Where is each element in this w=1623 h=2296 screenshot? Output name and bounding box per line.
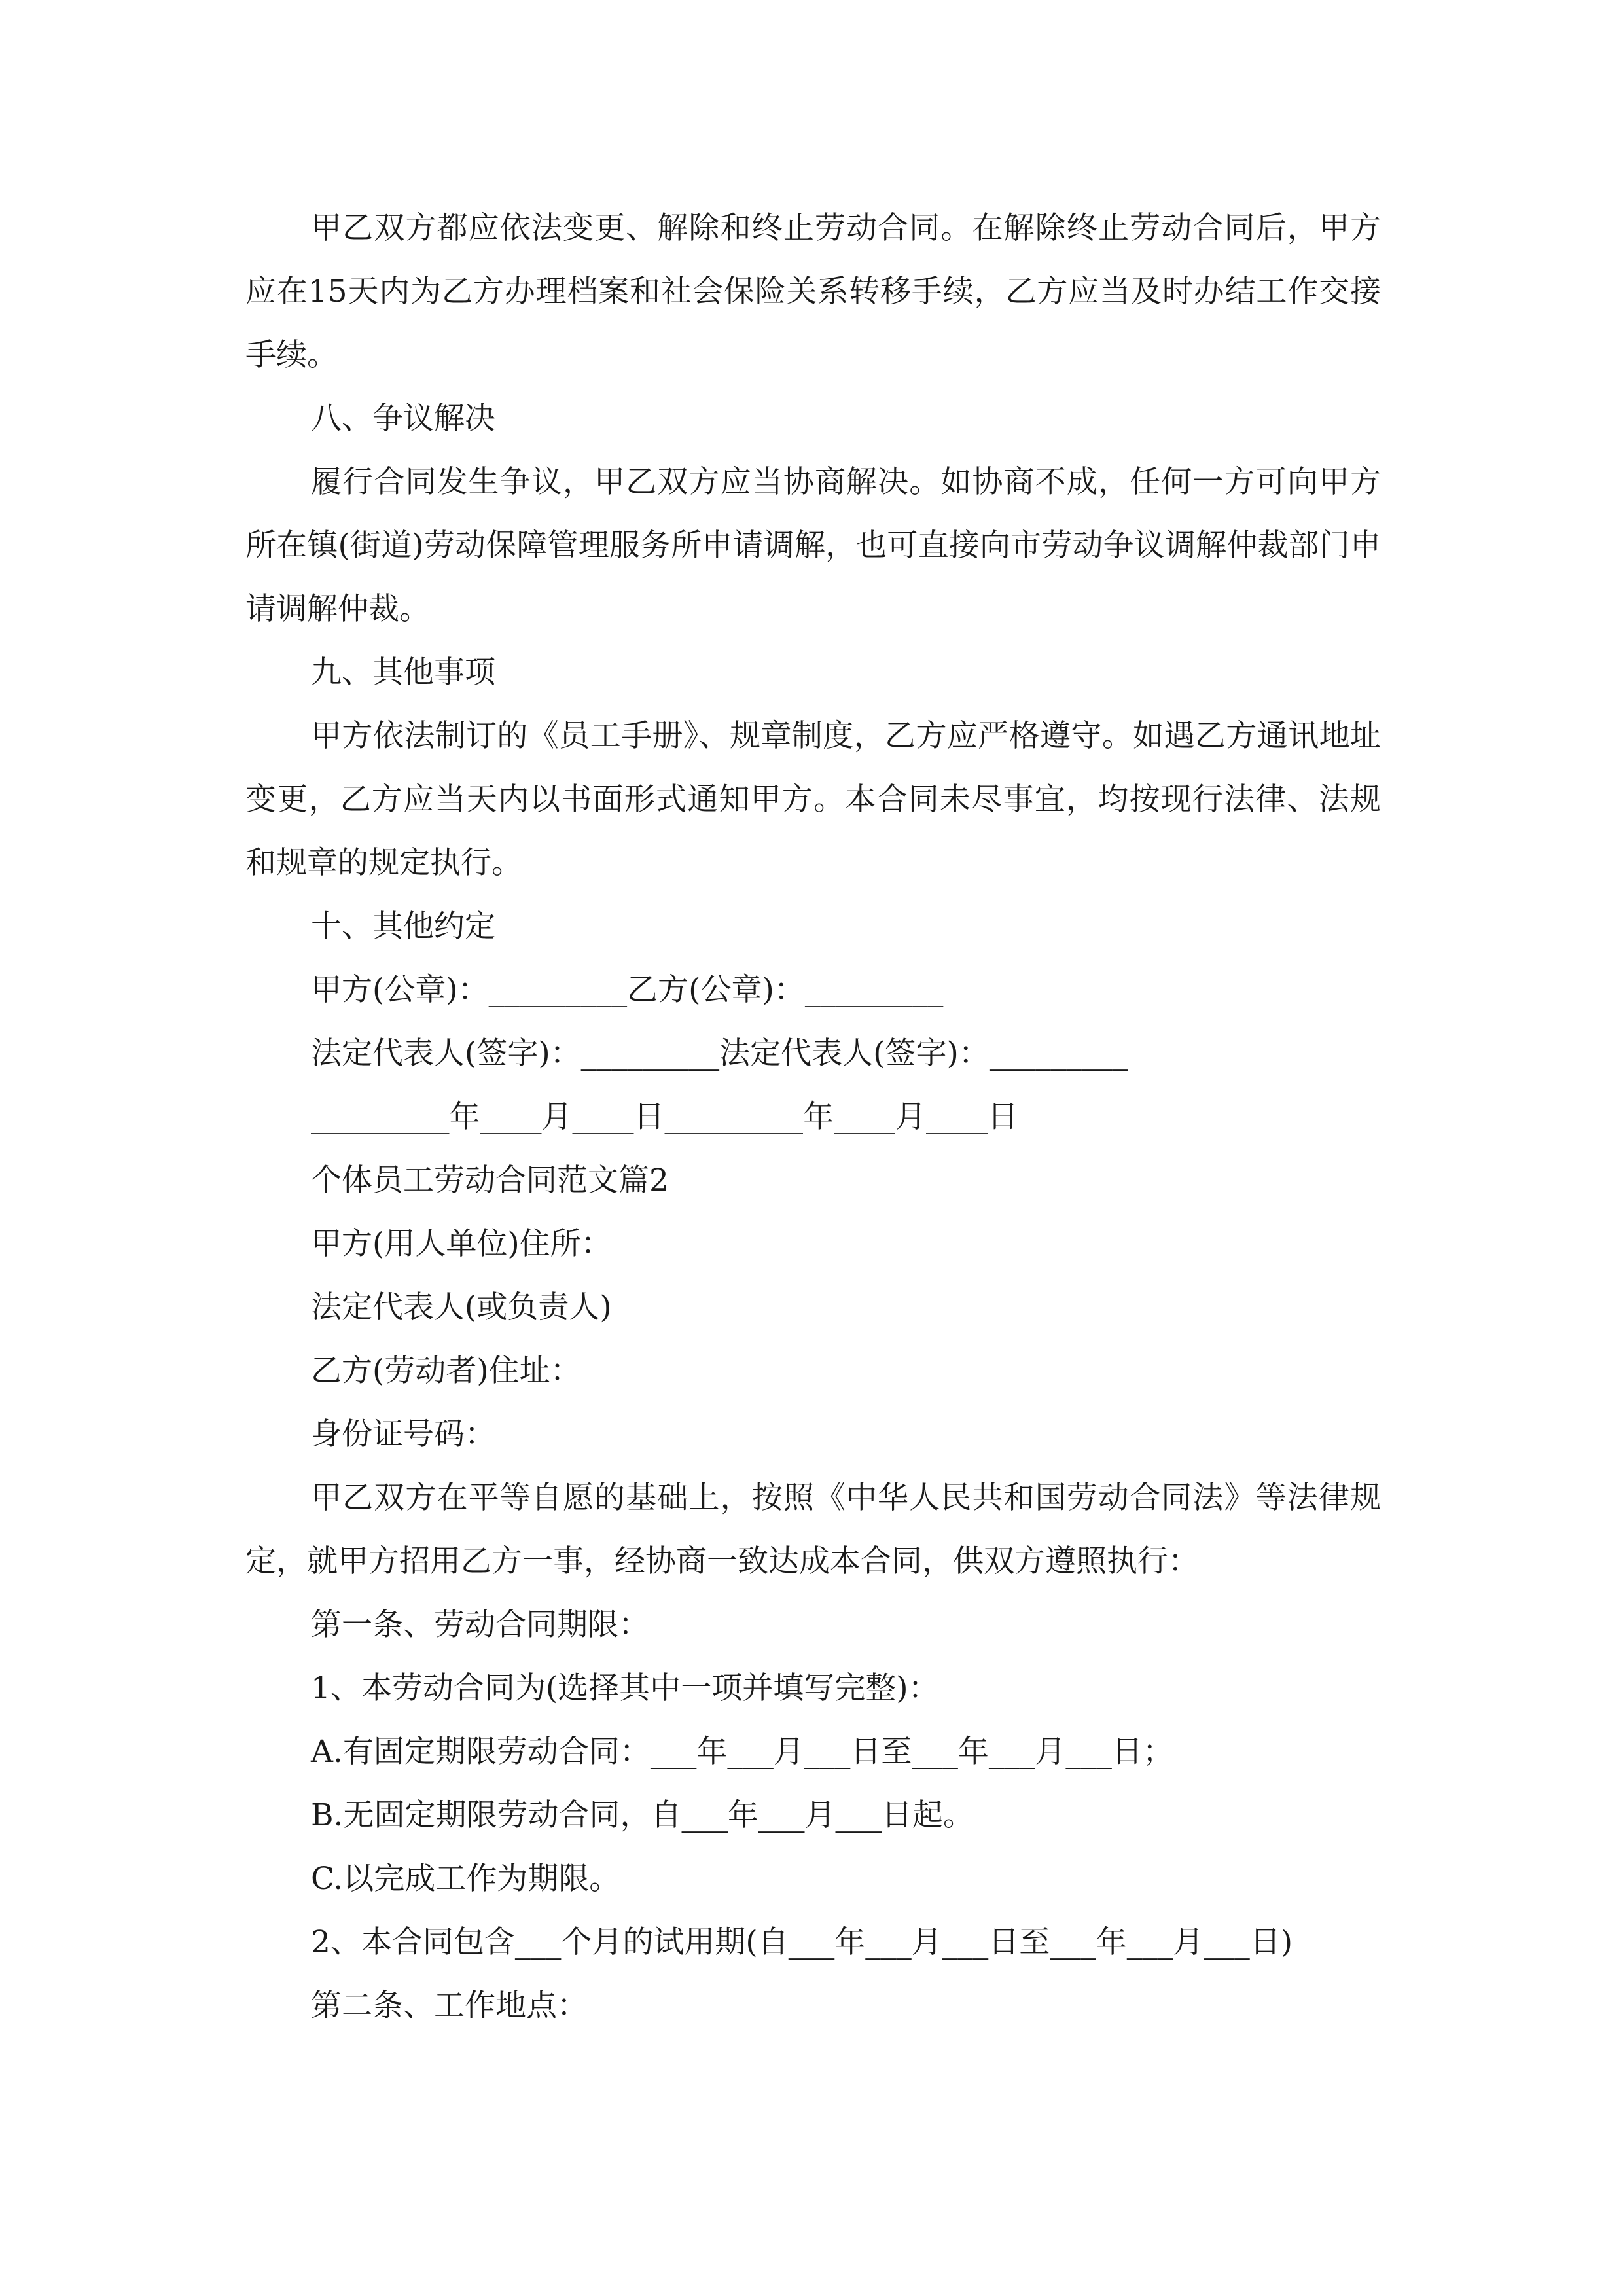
heading-other-matters: 九、其他事项 (311, 655, 495, 691)
paragraph-intro: 甲乙双方在平等自愿的基础上，按照《中华人民共和国劳动合同法》等法律规定，就甲方招用乙方一事，经协商一致达成本合同，供双方遵照执行： (245, 1480, 1381, 1579)
legal-representative: 法定代表人(或负责人) (311, 1289, 612, 1325)
signature-seal-line: 甲方(公章)：_________乙方(公章)：_________ (311, 972, 944, 1008)
paragraph-other-matters: 甲方依法制订的《员工手册》、规章制度，乙方应严格遵守。如遇乙方通讯地址变更，乙方应当天内以书面形式通知甲方。本合同未尽事宜，均按现行法律、法规和规章的规定执行。 (245, 718, 1381, 881)
article-1-option-b: B.无固定期限劳动合同，自___年___月___日起。 (311, 1797, 974, 1833)
document-body (245, 196, 1381, 2037)
party-a-address: 甲方(用人单位)住所： (311, 1226, 612, 1262)
article-1-heading: 第一条、劳动合同期限： (311, 1607, 649, 1643)
paragraph-dispute-resolution: 履行合同发生争议，甲乙双方应当协商解决。如协商不成，任何一方可向甲方所在镇(街道)劳动保障管理服务所申请调解，也可直接向市劳动争议调解仲裁部门申请调解仲裁。 (245, 464, 1381, 627)
id-number: 身份证号码： (311, 1416, 495, 1452)
article-1-option-a: A.有固定期限劳动合同：___年___月___日至___年___月___日； (311, 1734, 1173, 1770)
article-2-heading: 第二条、工作地点： (311, 1988, 588, 2024)
signature-date-line: _________年____月____日_________年____月____日 (311, 1099, 1018, 1135)
paragraph-termination: 甲乙双方都应依法变更、解除和终止劳动合同。在解除终止劳动合同后，甲方应在15天内为乙方办理档案和社会保险关系转移手续，乙方应当及时办结工作交接手续。 (245, 210, 1381, 373)
section-title-contract-2: 个体员工劳动合同范文篇2 (311, 1162, 669, 1198)
signature-representative-line: 法定代表人(签字)：_________法定代表人(签字)：_________ (311, 1035, 1128, 1071)
heading-other-agreements: 十、其他约定 (311, 908, 495, 944)
article-1-option-c: C.以完成工作为期限。 (311, 1861, 620, 1897)
party-b-address: 乙方(劳动者)住址： (311, 1353, 581, 1389)
article-1-item-2: 2、本合同包含___个月的试用期(自___年___月___日至___年___月___日) (311, 1924, 1293, 1960)
heading-dispute-resolution: 八、争议解决 (311, 401, 495, 437)
article-1-item-1: 1、本劳动合同为(选择其中一项并填写完整)： (311, 1670, 939, 1706)
